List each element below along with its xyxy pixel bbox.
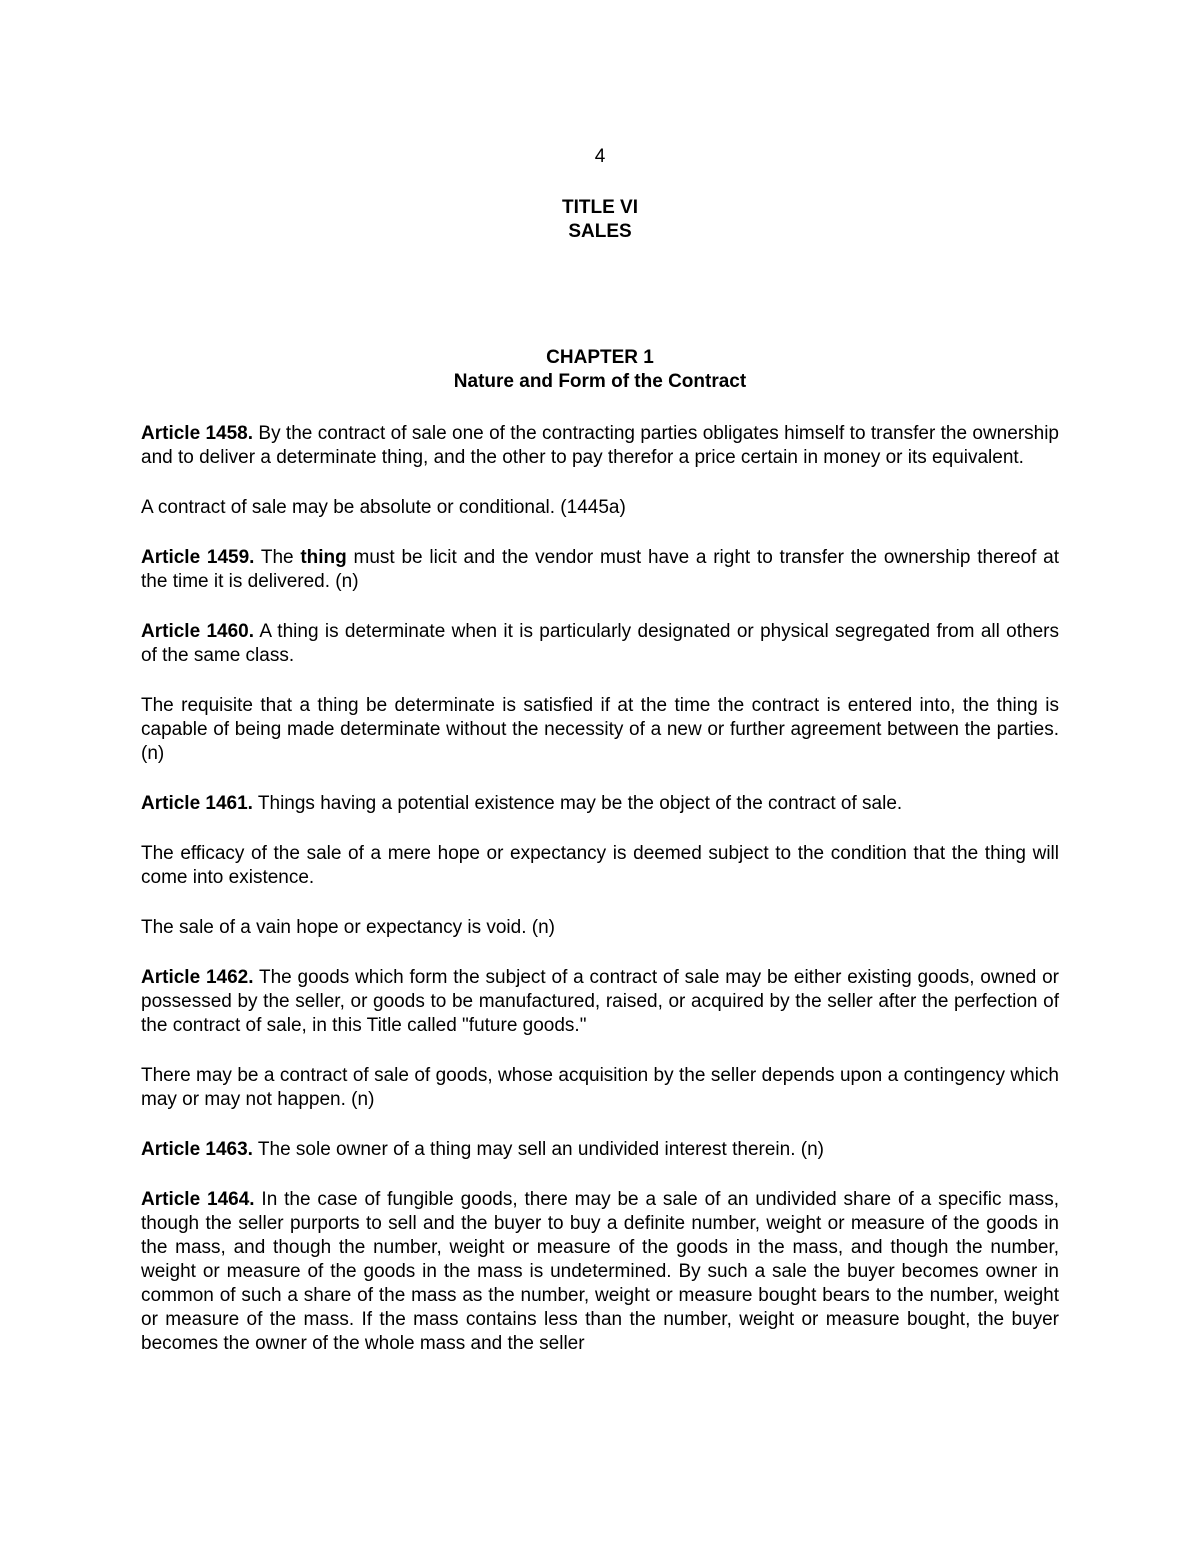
paragraph-text: The sale of a vain hope or expectancy is void. (n)	[141, 917, 556, 938]
article-text: must be licit and the vendor must have a right to transfer the ownership thereof at the time it is delivered. (n)	[141, 547, 1059, 592]
article-text: Things having a potential existence may be the object of the contract of sale.	[252, 793, 903, 814]
title-heading	[0, 196, 1200, 244]
article-1463-paragraph	[141, 1138, 1059, 1162]
page-number: 4	[594, 146, 606, 167]
paragraph-text: The requisite that a thing be determinate is satisfied if at the time the contract is entered into, the thing is capable of being made determinate without the necessity of a new or further agreement between the parties. (n)	[141, 695, 1059, 764]
article-1459-paragraph	[141, 546, 1059, 594]
paragraph-text: There may be a contract of sale of goods, whose acquisition by the seller depends upon a contingency which may or may not happen. (n)	[141, 1065, 1059, 1110]
paragraph	[141, 496, 1059, 520]
article-1458-paragraph	[141, 422, 1059, 470]
article-text: In the case of fungible goods, there may be a sale of an undivided share of a specific mass, though the seller purports to sell and the buyer to buy a definite number, weight or measure of the goods in the mass, and though the number, weight or measure of the goods in the mass, and though the number, weight or measure of the goods in the mass is undetermined. By such a sale the buyer becomes owner in common of such a share of the mass as the number, weight or measure bought bears to the number, weight or measure of the mass. If the mass contains less than the number, weight or measure bought, the buyer becomes the owner of the whole mass and the seller	[141, 1189, 1059, 1354]
emphasized-word: thing	[300, 547, 347, 568]
paragraph-text: A contract of sale may be absolute or conditional. (1445a)	[141, 497, 626, 518]
article-label: Article 1460.	[141, 621, 255, 642]
chapter-title: Nature and Form of the Contract	[453, 371, 747, 392]
paragraph	[141, 916, 1059, 940]
paragraph-text: The efficacy of the sale of a mere hope or expectancy is deemed subject to the condition that the thing will come into existence.	[141, 843, 1059, 888]
article-text: The goods which form the subject of a contract of sale may be either existing goods, owned or possessed by the seller, or goods to be manufactured, raised, or acquired by the seller after the perfection of the contract of sale, in this Title called "future goods."	[141, 967, 1059, 1036]
article-label: Article 1459.	[141, 547, 255, 568]
chapter-heading	[0, 346, 1200, 394]
article-1461-paragraph	[141, 792, 1059, 816]
article-text: By the contract of sale one of the contracting parties obligates himself to transfer the ownership and to deliver a determinate thing, and the other to pay therefor a price certain in money or its equivalent.	[141, 423, 1059, 468]
document-body	[141, 422, 1059, 1382]
article-label: Article 1464.	[141, 1189, 255, 1210]
article-text: A thing is determinate when it is particularly designated or physical segregated from all others of the same class.	[141, 621, 1059, 666]
paragraph	[141, 1064, 1059, 1112]
article-1462-paragraph	[141, 966, 1059, 1038]
article-text: The sole owner of a thing may sell an undivided interest therein. (n)	[252, 1139, 824, 1160]
article-label: Article 1462.	[141, 967, 254, 988]
title-line-1: TITLE VI	[562, 197, 638, 218]
article-1464-paragraph	[141, 1188, 1059, 1356]
article-label: Article 1461.	[141, 793, 253, 814]
article-label: Article 1463.	[141, 1139, 253, 1160]
paragraph	[141, 842, 1059, 890]
article-text-pre: The	[254, 547, 301, 568]
article-1460-paragraph	[141, 620, 1059, 668]
paragraph	[141, 694, 1059, 766]
article-label: Article 1458.	[141, 423, 254, 444]
chapter-label: CHAPTER 1	[546, 347, 654, 368]
title-line-2: SALES	[568, 221, 632, 242]
